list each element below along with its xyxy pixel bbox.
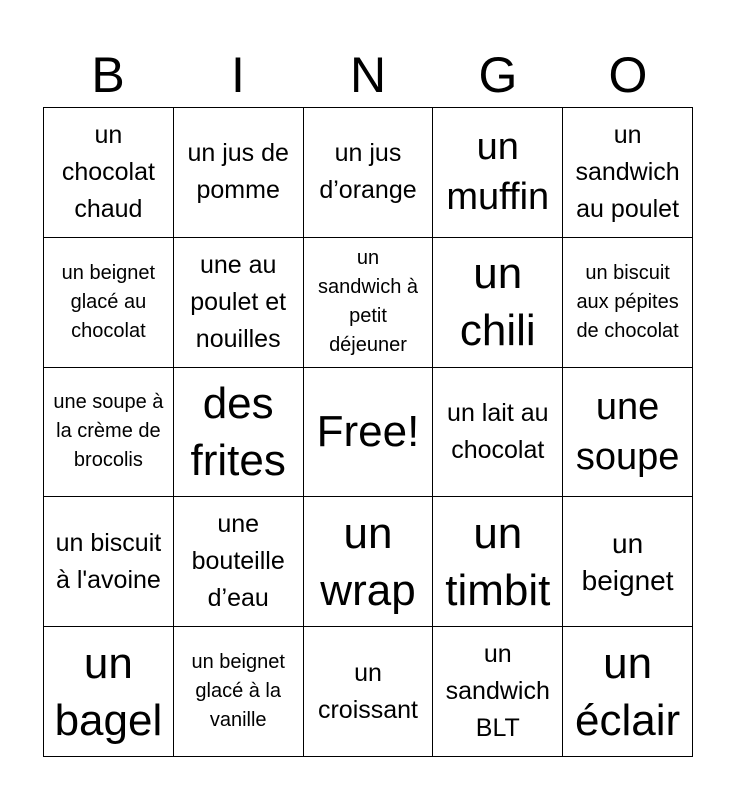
bingo-cell[interactable] bbox=[174, 627, 304, 757]
bingo-cell[interactable] bbox=[174, 108, 304, 238]
cell-text: un bagel bbox=[54, 638, 163, 745]
cell-text: un sandwich BLT bbox=[445, 640, 550, 743]
bingo-cell[interactable] bbox=[44, 108, 174, 238]
bingo-cell[interactable] bbox=[174, 497, 304, 627]
bingo-cell[interactable] bbox=[174, 368, 304, 498]
cell-text: un jus d’orange bbox=[319, 139, 417, 205]
bingo-grid bbox=[43, 107, 693, 757]
bingo-cell[interactable] bbox=[563, 108, 693, 238]
header-letter-o: O bbox=[608, 47, 648, 103]
cell-text: un sandwich à petit déjeuner bbox=[317, 247, 419, 357]
bingo-cell[interactable] bbox=[174, 238, 304, 368]
bingo-cell[interactable] bbox=[433, 108, 563, 238]
cell-text: un chocolat chaud bbox=[61, 120, 155, 223]
bingo-cell[interactable] bbox=[304, 627, 434, 757]
cell-text: un chili bbox=[459, 249, 536, 356]
bingo-cell[interactable] bbox=[563, 497, 693, 627]
bingo-cell[interactable] bbox=[44, 368, 174, 498]
bingo-cell[interactable] bbox=[44, 238, 174, 368]
cell-text: un wrap bbox=[320, 508, 416, 615]
cell-text: une au poulet et nouilles bbox=[190, 250, 287, 353]
cell-text: un croissant bbox=[317, 658, 419, 724]
cell-text: un timbit bbox=[445, 508, 551, 615]
header-letter-n: N bbox=[349, 47, 387, 103]
bingo-cell[interactable] bbox=[563, 368, 693, 498]
bingo-cell[interactable] bbox=[44, 497, 174, 627]
cell-text: un jus de pomme bbox=[187, 139, 289, 205]
bingo-cell[interactable] bbox=[304, 108, 434, 238]
header-letter-b: B bbox=[91, 47, 125, 103]
bingo-header bbox=[43, 44, 693, 106]
cell-text: un sandwich au poulet bbox=[575, 120, 680, 223]
cell-text: un lait au chocolat bbox=[447, 398, 549, 464]
cell-text: un éclair bbox=[575, 638, 681, 745]
cell-text: un biscuit à l'avoine bbox=[55, 528, 162, 594]
cell-text: un muffin bbox=[446, 126, 550, 219]
bingo-cell[interactable] bbox=[304, 238, 434, 368]
cell-text: un beignet glacé au chocolat bbox=[61, 261, 156, 342]
header-letter-i: I bbox=[231, 47, 245, 103]
bingo-cell[interactable] bbox=[563, 238, 693, 368]
bingo-cell[interactable] bbox=[433, 497, 563, 627]
bingo-cell[interactable] bbox=[433, 368, 563, 498]
cell-text: un beignet bbox=[581, 527, 674, 596]
cell-text: des frites bbox=[190, 378, 286, 485]
cell-text: un beignet glacé à la vanille bbox=[191, 651, 285, 732]
cell-text: une bouteille d’eau bbox=[191, 510, 285, 613]
bingo-cell[interactable] bbox=[304, 497, 434, 627]
bingo-cell[interactable] bbox=[433, 627, 563, 757]
header-letter-g: G bbox=[478, 47, 518, 103]
bingo-cell[interactable] bbox=[304, 368, 434, 498]
cell-text: un biscuit aux pépites de chocolat bbox=[576, 261, 679, 342]
bingo-cell[interactable] bbox=[563, 627, 693, 757]
bingo-cell[interactable] bbox=[433, 238, 563, 368]
cell-text: Free! bbox=[316, 407, 420, 457]
cell-text: une soupe à la crème de brocolis bbox=[53, 391, 164, 472]
bingo-cell[interactable] bbox=[44, 627, 174, 757]
cell-text: une soupe bbox=[575, 385, 680, 478]
